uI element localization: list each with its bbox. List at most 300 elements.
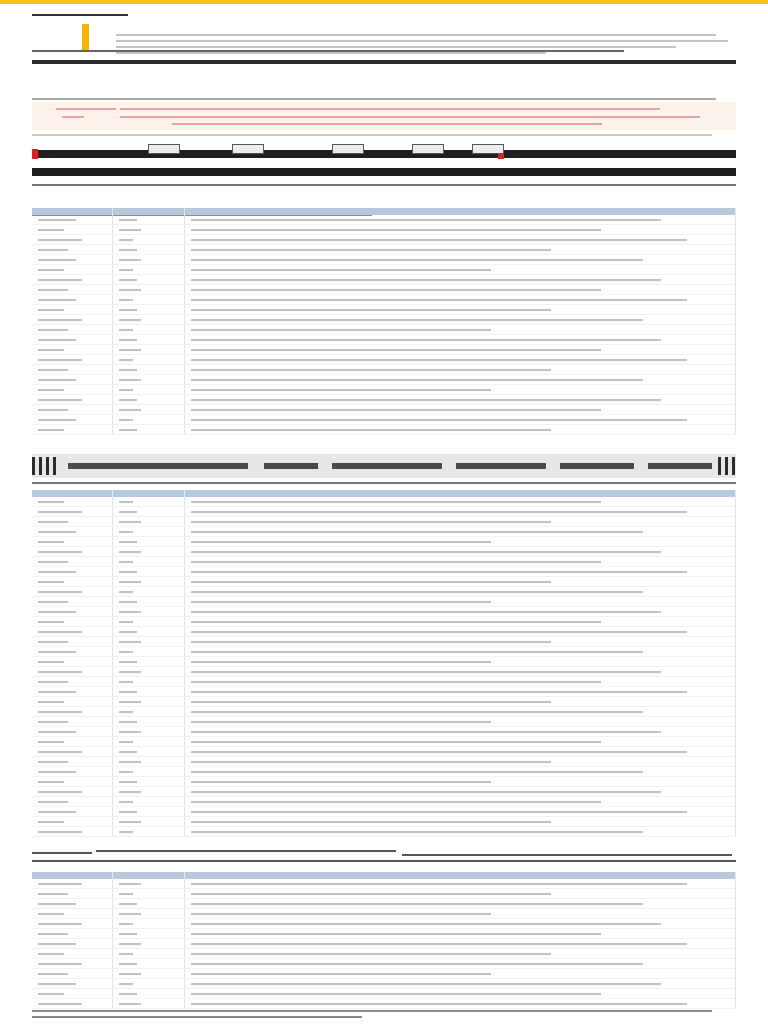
- name-cell: [32, 295, 112, 305]
- name-cell: [32, 567, 112, 577]
- description-cell: [184, 929, 736, 939]
- name-cell: [32, 889, 112, 899]
- table-caption: [32, 482, 736, 484]
- type-cell: [112, 727, 184, 737]
- type-cell: [112, 959, 184, 969]
- type-cell: [112, 989, 184, 999]
- name-cell: [32, 305, 112, 315]
- params-table-2: [32, 482, 736, 837]
- table-row: [32, 295, 736, 305]
- table-row: [32, 747, 736, 757]
- type-cell: [112, 355, 184, 365]
- name-cell: [32, 415, 112, 425]
- description-cell: [184, 727, 736, 737]
- name-cell: [32, 547, 112, 557]
- type-cell: [112, 517, 184, 527]
- notice-box: [32, 102, 736, 130]
- description-cell: [184, 999, 736, 1009]
- type-cell: [112, 757, 184, 767]
- table-row: [32, 405, 736, 415]
- description-cell: [184, 827, 736, 837]
- description-cell: [184, 517, 736, 527]
- description-cell: [184, 507, 736, 517]
- name-cell: [32, 939, 112, 949]
- banner-chip: [332, 144, 364, 154]
- section-heading-strip: [32, 846, 736, 864]
- banner-chip: [412, 144, 444, 154]
- type-cell: [112, 807, 184, 817]
- column-header-description: [184, 208, 736, 215]
- description-cell: [184, 687, 736, 697]
- description-cell: [184, 345, 736, 355]
- name-cell: [32, 919, 112, 929]
- description-cell: [184, 315, 736, 325]
- type-cell: [112, 345, 184, 355]
- type-cell: [112, 899, 184, 909]
- name-cell: [32, 507, 112, 517]
- type-cell: [112, 637, 184, 647]
- table-row: [32, 415, 736, 425]
- name-cell: [32, 375, 112, 385]
- description-cell: [184, 949, 736, 959]
- name-cell: [32, 929, 112, 939]
- description-cell: [184, 627, 736, 637]
- type-cell: [112, 325, 184, 335]
- name-cell: [32, 325, 112, 335]
- table-row: [32, 767, 736, 777]
- description-cell: [184, 939, 736, 949]
- name-cell: [32, 255, 112, 265]
- banner-chip: [232, 144, 264, 154]
- description-cell: [184, 909, 736, 919]
- description-cell: [184, 225, 736, 235]
- table-row: [32, 365, 736, 375]
- type-cell: [112, 425, 184, 435]
- table-row: [32, 777, 736, 787]
- description-cell: [184, 597, 736, 607]
- table-row: [32, 507, 736, 517]
- description-cell: [184, 899, 736, 909]
- type-cell: [112, 567, 184, 577]
- type-cell: [112, 315, 184, 325]
- description-cell: [184, 637, 736, 647]
- description-cell: [184, 959, 736, 969]
- table-caption: [32, 184, 736, 186]
- table-row: [32, 607, 736, 617]
- table-subcaption: [32, 192, 736, 202]
- description-cell: [184, 527, 736, 537]
- table-row: [32, 919, 736, 929]
- banner-accent-left: [32, 149, 38, 159]
- type-cell: [112, 507, 184, 517]
- table-row: [32, 567, 736, 577]
- description-cell: [184, 587, 736, 597]
- type-cell: [112, 235, 184, 245]
- description-cell: [184, 385, 736, 395]
- table-row: [32, 757, 736, 767]
- name-cell: [32, 557, 112, 567]
- table-row: [32, 265, 736, 275]
- column-header-description: [184, 490, 736, 497]
- name-cell: [32, 727, 112, 737]
- name-cell: [32, 527, 112, 537]
- description-cell: [184, 797, 736, 807]
- table-row: [32, 939, 736, 949]
- type-cell: [112, 707, 184, 717]
- table-row: [32, 335, 736, 345]
- description-cell: [184, 737, 736, 747]
- name-cell: [32, 355, 112, 365]
- name-cell: [32, 827, 112, 837]
- name-cell: [32, 949, 112, 959]
- type-cell: [112, 617, 184, 627]
- description-cell: [184, 969, 736, 979]
- type-cell: [112, 939, 184, 949]
- table-row: [32, 697, 736, 707]
- name-cell: [32, 817, 112, 827]
- description-cell: [184, 255, 736, 265]
- name-cell: [32, 647, 112, 657]
- description-cell: [184, 697, 736, 707]
- strip-block: [560, 463, 634, 469]
- strip-tick: [46, 457, 49, 475]
- name-cell: [32, 245, 112, 255]
- type-cell: [112, 919, 184, 929]
- table-row: [32, 727, 736, 737]
- table-row: [32, 537, 736, 547]
- name-cell: [32, 757, 112, 767]
- table-row: [32, 979, 736, 989]
- table-row: [32, 285, 736, 295]
- type-cell: [112, 215, 184, 225]
- name-cell: [32, 265, 112, 275]
- description-cell: [184, 365, 736, 375]
- table-row: [32, 547, 736, 557]
- column-header-name: [32, 490, 112, 497]
- name-cell: [32, 215, 112, 225]
- type-cell: [112, 737, 184, 747]
- name-cell: [32, 235, 112, 245]
- description-cell: [184, 617, 736, 627]
- table-row: [32, 245, 736, 255]
- type-cell: [112, 527, 184, 537]
- type-cell: [112, 597, 184, 607]
- type-cell: [112, 415, 184, 425]
- table-row: [32, 395, 736, 405]
- table-row: [32, 827, 736, 837]
- type-cell: [112, 295, 184, 305]
- table-row: [32, 667, 736, 677]
- strip-block: [332, 463, 442, 469]
- type-cell: [112, 767, 184, 777]
- name-cell: [32, 607, 112, 617]
- name-cell: [32, 989, 112, 999]
- description-cell: [184, 989, 736, 999]
- header-description: [116, 16, 736, 48]
- page-title: [32, 14, 128, 16]
- table-row: [32, 215, 736, 225]
- table-row: [32, 797, 736, 807]
- name-cell: [32, 797, 112, 807]
- description-cell: [184, 777, 736, 787]
- description-cell: [184, 537, 736, 547]
- name-cell: [32, 767, 112, 777]
- description-cell: [184, 265, 736, 275]
- name-cell: [32, 587, 112, 597]
- table-row: [32, 305, 736, 315]
- type-cell: [112, 889, 184, 899]
- description-cell: [184, 245, 736, 255]
- type-cell: [112, 497, 184, 507]
- name-cell: [32, 395, 112, 405]
- name-cell: [32, 315, 112, 325]
- table-row: [32, 315, 736, 325]
- table-row: [32, 657, 736, 667]
- table-row: [32, 517, 736, 527]
- name-cell: [32, 537, 112, 547]
- description-cell: [184, 667, 736, 677]
- description-cell: [184, 235, 736, 245]
- page-header: [32, 8, 736, 46]
- name-cell: [32, 777, 112, 787]
- type-cell: [112, 949, 184, 959]
- name-cell: [32, 697, 112, 707]
- description-cell: [184, 767, 736, 777]
- description-cell: [184, 817, 736, 827]
- name-cell: [32, 497, 112, 507]
- table-row: [32, 385, 736, 395]
- params-table-1: [32, 184, 736, 435]
- table-row: [32, 687, 736, 697]
- column-header-type: [112, 872, 184, 879]
- type-cell: [112, 587, 184, 597]
- description-cell: [184, 607, 736, 617]
- type-cell: [112, 365, 184, 375]
- table-row: [32, 425, 736, 435]
- name-cell: [32, 225, 112, 235]
- name-cell: [32, 717, 112, 727]
- type-cell: [112, 999, 184, 1009]
- table-row: [32, 587, 736, 597]
- type-cell: [112, 687, 184, 697]
- type-cell: [112, 265, 184, 275]
- top-accent-rule: [0, 0, 768, 4]
- table-row: [32, 879, 736, 889]
- type-cell: [112, 305, 184, 315]
- description-cell: [184, 395, 736, 405]
- column-header-name: [32, 872, 112, 879]
- type-cell: [112, 647, 184, 657]
- name-cell: [32, 999, 112, 1009]
- table-row: [32, 225, 736, 235]
- type-cell: [112, 657, 184, 667]
- name-cell: [32, 285, 112, 295]
- strip-tick: [725, 457, 728, 475]
- table-row: [32, 627, 736, 637]
- table-row: [32, 889, 736, 899]
- description-cell: [184, 657, 736, 667]
- type-cell: [112, 537, 184, 547]
- type-cell: [112, 285, 184, 295]
- type-cell: [112, 979, 184, 989]
- description-cell: [184, 295, 736, 305]
- type-cell: [112, 375, 184, 385]
- type-cell: [112, 787, 184, 797]
- strip-block: [648, 463, 712, 469]
- table-row: [32, 899, 736, 909]
- name-cell: [32, 909, 112, 919]
- description-cell: [184, 405, 736, 415]
- type-cell: [112, 275, 184, 285]
- type-cell: [112, 245, 184, 255]
- description-cell: [184, 757, 736, 767]
- description-cell: [184, 919, 736, 929]
- description-cell: [184, 375, 736, 385]
- description-cell: [184, 889, 736, 899]
- section-divider: [32, 60, 736, 64]
- name-cell: [32, 385, 112, 395]
- table-row: [32, 647, 736, 657]
- description-cell: [184, 305, 736, 315]
- strip-tick: [732, 457, 735, 475]
- description-cell: [184, 647, 736, 657]
- table-row: [32, 909, 736, 919]
- name-cell: [32, 959, 112, 969]
- table-row: [32, 557, 736, 567]
- description-cell: [184, 415, 736, 425]
- table-row: [32, 275, 736, 285]
- banner-chip: [472, 144, 504, 154]
- table-row: [32, 969, 736, 979]
- type-cell: [112, 747, 184, 757]
- table-row: [32, 677, 736, 687]
- type-cell: [112, 879, 184, 889]
- description-cell: [184, 567, 736, 577]
- name-cell: [32, 787, 112, 797]
- description-cell: [184, 325, 736, 335]
- header-divider: [32, 50, 624, 52]
- type-cell: [112, 547, 184, 557]
- description-cell: [184, 787, 736, 797]
- name-cell: [32, 517, 112, 527]
- table-row: [32, 345, 736, 355]
- name-cell: [32, 747, 112, 757]
- name-cell: [32, 405, 112, 415]
- strip-block: [264, 463, 318, 469]
- table-row: [32, 597, 736, 607]
- description-cell: [184, 547, 736, 557]
- table-row: [32, 999, 736, 1009]
- description-cell: [184, 285, 736, 295]
- name-cell: [32, 657, 112, 667]
- type-cell: [112, 385, 184, 395]
- banner-band-lower: [32, 168, 736, 176]
- table-row: [32, 807, 736, 817]
- description-cell: [184, 497, 736, 507]
- name-cell: [32, 365, 112, 375]
- type-cell: [112, 827, 184, 837]
- type-cell: [112, 557, 184, 567]
- column-header-description: [184, 872, 736, 879]
- description-cell: [184, 979, 736, 989]
- name-cell: [32, 737, 112, 747]
- description-cell: [184, 335, 736, 345]
- table-row: [32, 989, 736, 999]
- column-header-name: [32, 208, 112, 215]
- description-cell: [184, 677, 736, 687]
- footer-strip: [32, 1008, 736, 1022]
- description-cell: [184, 275, 736, 285]
- description-cell: [184, 557, 736, 567]
- banner-band-upper: [32, 150, 736, 158]
- type-cell: [112, 335, 184, 345]
- type-cell: [112, 395, 184, 405]
- description-cell: [184, 707, 736, 717]
- name-cell: [32, 597, 112, 607]
- strip-block: [68, 463, 248, 469]
- type-cell: [112, 697, 184, 707]
- name-cell: [32, 807, 112, 817]
- description-cell: [184, 355, 736, 365]
- strip-block: [456, 463, 546, 469]
- name-cell: [32, 637, 112, 647]
- column-header-type: [112, 490, 184, 497]
- name-cell: [32, 627, 112, 637]
- column-header-type: [112, 208, 184, 215]
- table-row: [32, 959, 736, 969]
- params-table-3: [32, 872, 736, 1009]
- table-row: [32, 325, 736, 335]
- description-cell: [184, 215, 736, 225]
- name-cell: [32, 275, 112, 285]
- banner-chip: [148, 144, 180, 154]
- type-cell: [112, 255, 184, 265]
- type-cell: [112, 225, 184, 235]
- table-row: [32, 527, 736, 537]
- type-cell: [112, 929, 184, 939]
- table-row: [32, 255, 736, 265]
- table-row: [32, 949, 736, 959]
- name-cell: [32, 687, 112, 697]
- strip-tick: [53, 457, 56, 475]
- table-row: [32, 355, 736, 365]
- name-cell: [32, 617, 112, 627]
- table-row: [32, 235, 736, 245]
- type-cell: [112, 607, 184, 617]
- type-cell: [112, 717, 184, 727]
- table-row: [32, 737, 736, 747]
- banded-divider-strip: [32, 454, 736, 478]
- table-row: [32, 375, 736, 385]
- name-cell: [32, 979, 112, 989]
- strip-tick: [32, 457, 35, 475]
- name-cell: [32, 677, 112, 687]
- description-cell: [184, 747, 736, 757]
- table-row: [32, 717, 736, 727]
- table-row: [32, 707, 736, 717]
- description-cell: [184, 717, 736, 727]
- table-row: [32, 577, 736, 587]
- table-row: [32, 929, 736, 939]
- type-cell: [112, 577, 184, 587]
- name-cell: [32, 707, 112, 717]
- name-cell: [32, 577, 112, 587]
- name-cell: [32, 667, 112, 677]
- name-cell: [32, 899, 112, 909]
- bar-caption: [32, 134, 712, 136]
- description-cell: [184, 577, 736, 587]
- name-cell: [32, 425, 112, 435]
